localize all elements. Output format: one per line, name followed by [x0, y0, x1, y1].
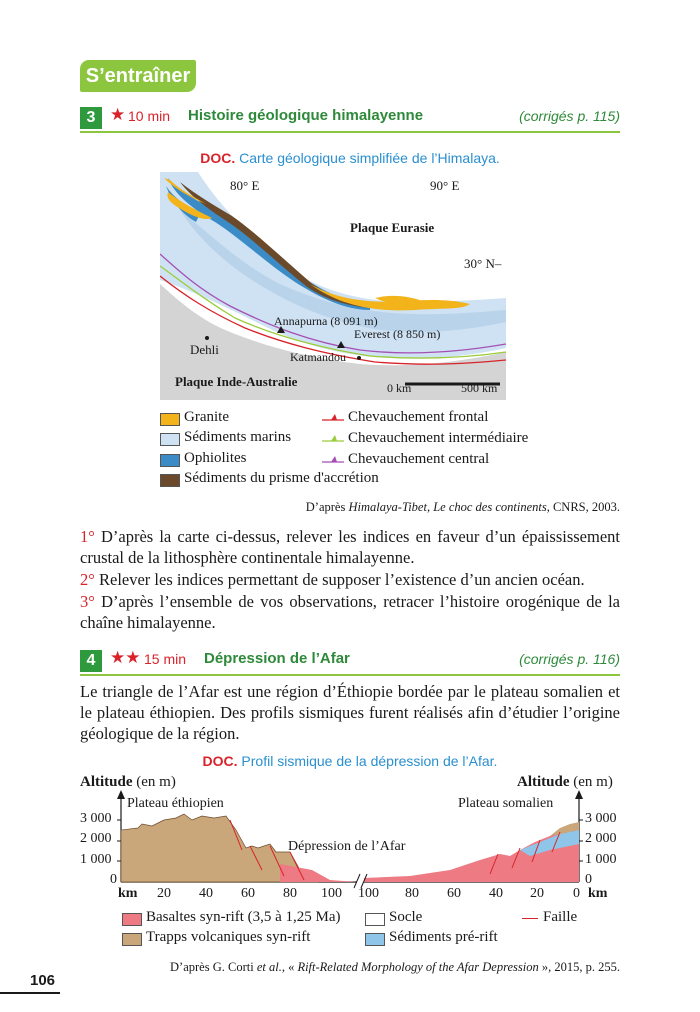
himalaya-map	[160, 172, 506, 400]
question-1-number: 1°	[80, 527, 95, 546]
legend-prism: Sédiments du prisme d'accrétion	[184, 470, 379, 486]
left-basalts	[280, 864, 357, 882]
right-altitude-label	[517, 774, 613, 791]
right-y-tick-0: 0	[585, 872, 592, 887]
lat-30-label: 30° N–	[464, 256, 502, 271]
exercise-4-header	[80, 650, 620, 676]
legend-intermediate: Chevauchement intermédiaire	[348, 430, 529, 446]
legend-sediments: Sédiments pré-rift	[389, 929, 498, 945]
x-tick-left: 20	[157, 886, 171, 901]
scale-zero-label: 0 km	[387, 381, 412, 395]
altitude-unit: (en m)	[569, 774, 613, 790]
dehli-label: Dehli	[190, 342, 219, 357]
doc-label: DOC.	[202, 753, 238, 769]
thrust-legend-symbols	[322, 412, 346, 468]
right-y-tick-3000: 3 000	[585, 811, 617, 826]
fault-symbol	[522, 918, 538, 919]
basalts-swatch	[122, 913, 142, 926]
exercise-number: 3	[80, 107, 102, 129]
exercise-number: 4	[80, 650, 102, 672]
prism-swatch	[160, 474, 180, 487]
doc1-credit	[306, 500, 620, 515]
question-3-number: 3°	[80, 592, 95, 611]
x-tick-right: 80	[405, 886, 419, 901]
x-unit-left: km	[118, 886, 138, 901]
legend-basalts: Basaltes syn-rift (3,5 à 1,25 Ma)	[146, 909, 341, 925]
legend-central: Chevauchement central	[348, 451, 490, 467]
left-y-tick-1000: 1 000	[80, 852, 112, 867]
legend-trapps: Trapps volcaniques syn-rift	[146, 929, 311, 945]
left-y-tick-2000: 2 000	[80, 831, 112, 846]
difficulty-stars: ★★	[110, 648, 141, 667]
doc2-title	[0, 753, 700, 769]
altitude-word: Altitude	[517, 774, 570, 790]
legend-marine: Sédiments marins	[184, 429, 292, 445]
page-number: 106	[30, 972, 56, 989]
x-tick-right: 60	[447, 886, 461, 901]
credit-suffix: », 2015, p. 255.	[538, 960, 620, 974]
lat-30-text: 30° N	[464, 256, 495, 271]
legend-socle: Socle	[389, 909, 423, 925]
x-tick-right: 40	[489, 886, 503, 901]
right-y-tick-1000: 1 000	[585, 852, 617, 867]
corrections-link[interactable]: (corrigés p. 116)	[519, 651, 620, 667]
dehli-marker	[205, 336, 209, 340]
everest-label: Everest (8 850 m)	[354, 327, 441, 341]
ophiolites-swatch	[160, 454, 180, 467]
eurasia-plate-label: Plaque Eurasie	[350, 220, 435, 235]
x-tick-left: 60	[241, 886, 255, 901]
legend-granite: Granite	[184, 409, 229, 425]
question-2-text: Relever les indices permettant de supposer l’existence d’un ancien océan.	[94, 570, 585, 589]
exercise-time: 15 min	[144, 651, 187, 667]
scale-end-label: 500 km	[461, 381, 498, 395]
socle-swatch	[365, 913, 385, 926]
katmandou-marker	[357, 356, 361, 360]
doc1-title	[0, 150, 700, 166]
x-tick-right: 100	[358, 886, 379, 901]
exercise-title: Dépression de l’Afar	[204, 650, 350, 667]
doc-title-text: Profil sismique de la dépression de l’Afar.	[241, 753, 498, 769]
exercise-title: Histoire géologique himalayenne	[188, 107, 424, 124]
question-3	[80, 591, 620, 633]
x-tick-left: 100	[321, 886, 342, 901]
corrections-link[interactable]: (corrigés p. 115)	[519, 108, 620, 124]
katmandou-label: Katmandou	[290, 350, 346, 364]
question-3-text: D’après l’ensemble de vos observations, retracer l’histoire orogénique de la chaîne himalayenne.	[80, 592, 620, 632]
left-altitude-label	[80, 774, 176, 791]
credit-prefix: D’après G. Corti	[170, 960, 257, 974]
exercise-3-header	[80, 107, 620, 133]
lon-80-label: 80° E	[230, 178, 260, 193]
left-y-tick-0: 0	[110, 872, 117, 887]
x-tick-left: 40	[199, 886, 213, 901]
credit-suffix: , CNRS, 2003.	[546, 500, 620, 514]
granite-swatch	[160, 413, 180, 426]
page-number-rule	[0, 992, 60, 994]
difficulty-stars: ★	[110, 105, 126, 124]
legend-ophiolites: Ophiolites	[184, 450, 247, 466]
legend-fault: Faille	[543, 909, 578, 925]
left-plateau-label: Plateau éthiopien	[127, 796, 224, 811]
right-y-tick-2000: 2 000	[585, 831, 617, 846]
question-2	[80, 569, 620, 590]
trapps-swatch	[122, 933, 142, 946]
doc-title-text: Carte géologique simplifiée de l’Himalaya.	[239, 150, 500, 166]
left-y-arrow	[117, 790, 125, 799]
doc2-credit	[170, 960, 620, 975]
left-y-tick-3000: 3 000	[80, 811, 112, 826]
doc-label: DOC.	[200, 150, 236, 166]
question-1	[80, 526, 620, 568]
section-tab: S’entraîner	[80, 60, 196, 92]
depression-label: Dépression de l’Afar	[288, 839, 406, 854]
credit-prefix: D’après	[305, 500, 349, 514]
x-tick-left: 80	[283, 886, 297, 901]
x-tick-right: 0	[573, 886, 580, 901]
marine-swatch	[160, 433, 180, 446]
credit-mid: , «	[281, 960, 298, 974]
altitude-word: Altitude	[80, 774, 133, 790]
credit-title: Rift-Related Morphology of the Afar Depression	[297, 960, 539, 974]
right-plateau-label: Plateau somalien	[458, 796, 554, 811]
exercise-time: 10 min	[128, 108, 171, 124]
legend-frontal: Chevauchement frontal	[348, 409, 489, 425]
right-y-arrow	[575, 790, 583, 799]
credit-title: Himalaya-Tibet, Le choc des continents	[348, 500, 547, 514]
intermediate-thrust-tooth	[331, 435, 337, 441]
x-unit-right: km	[588, 886, 608, 901]
exercise-4-intro: Le triangle de l’Afar est une région d’Éthiopie bordée par le plateau somalien et le plateau éthiopien. Des profils sismiques furent réalisés afin d’étudier l’origine géologique de la région.	[80, 682, 620, 743]
frontal-thrust-tooth	[331, 414, 337, 420]
central-thrust-tooth	[331, 456, 337, 462]
x-tick-right: 20	[530, 886, 544, 901]
credit-etal: et al.	[256, 960, 282, 974]
lon-90-label: 90° E	[430, 178, 460, 193]
question-2-number: 2°	[80, 570, 95, 589]
india-plate-label: Plaque Inde-Australie	[175, 374, 298, 389]
question-1-text: D’après la carte ci-dessus, relever les indices en faveur d’un épaississement crustal de la lithosphère continentale himalayenne.	[80, 527, 620, 567]
sediments-swatch	[365, 933, 385, 946]
annapurna-label: Annapurna (8 091 m)	[274, 314, 378, 328]
altitude-unit: (en m)	[132, 774, 176, 790]
